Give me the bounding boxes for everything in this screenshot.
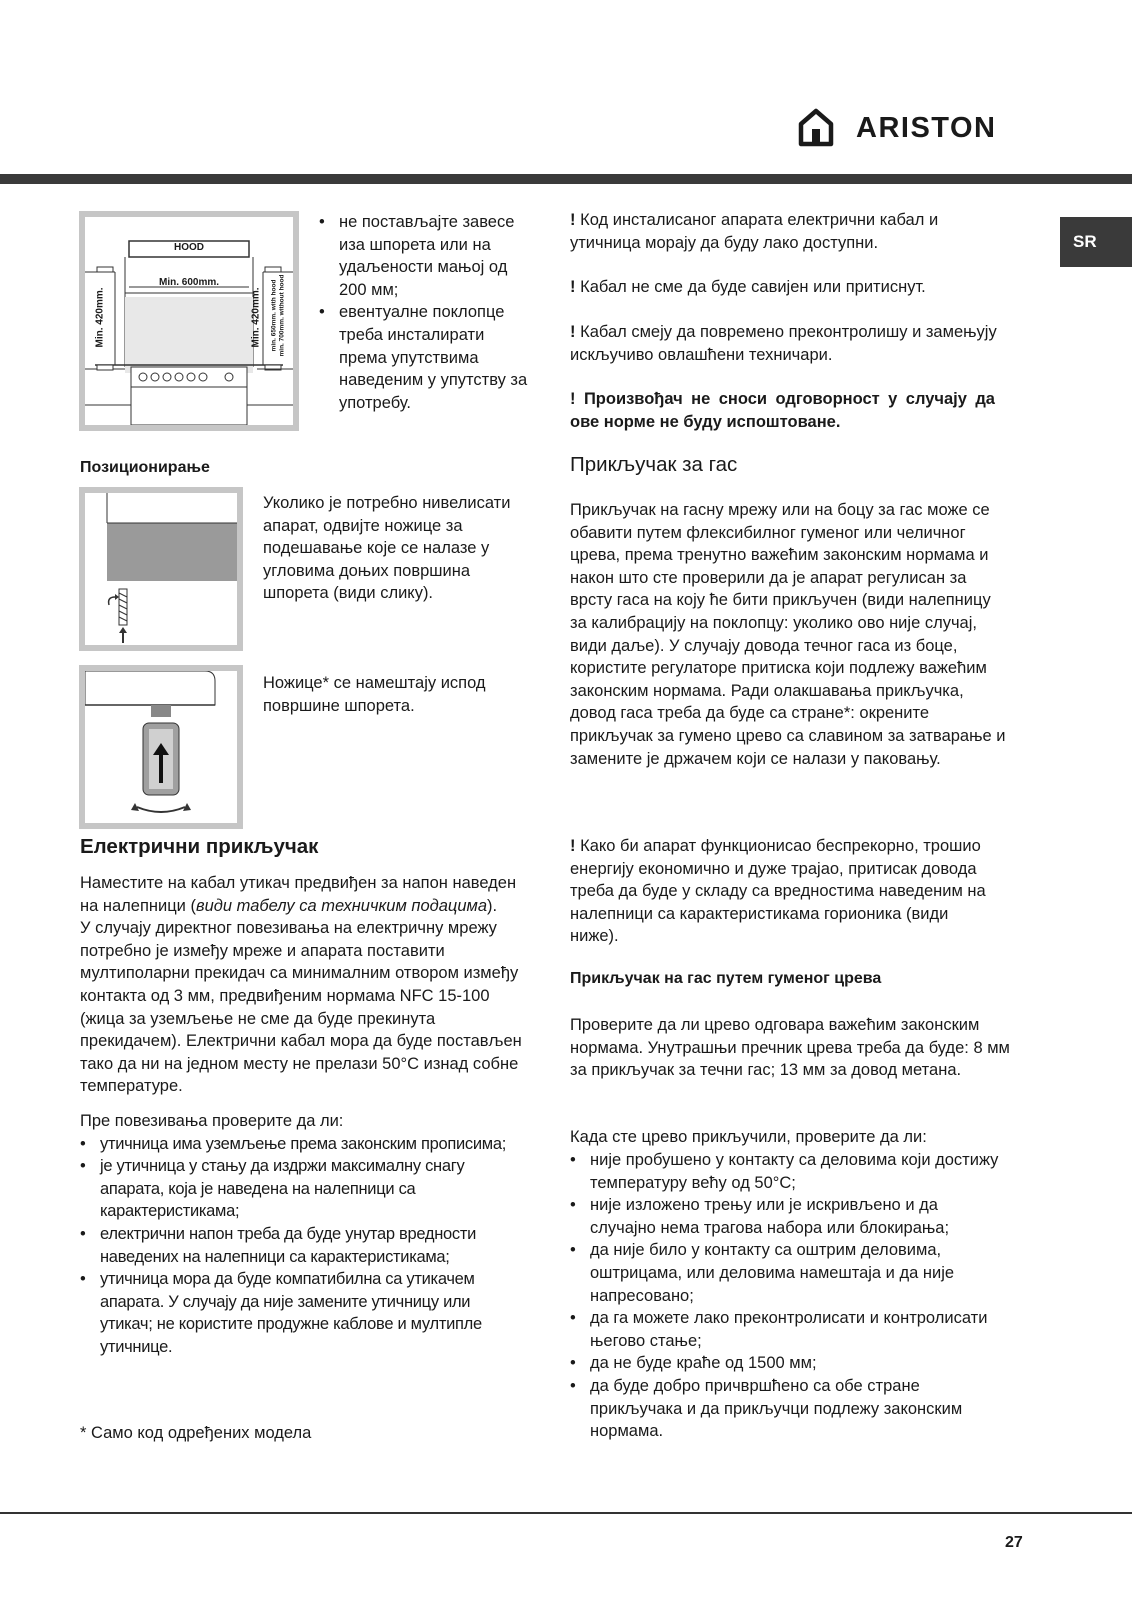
- gas-paragraph-1: Прикључак на гасну мрежу или на боцу за гас може се обавити путем флексибилног гуменог или челичног црева, према тренутно важећим законским нормама и након што сте проверили да је апарат регулисан за врсту гаса на коју ће бити прикључен (види налепницу за калибрацију на поклопцу: уколико ово није случај, види даље). У случају довода течног гаса из боце, користите регулаторе притиска који подлежу важећим законским нормама. Ради олакшавања прикључка, довод гаса треба да буде са стране*: окрените прикључак за гумено цревo са славином за затварање и замените је држачем који се налази у паковању.: [570, 501, 1006, 768]
- warning-text: Кабал не сме да буде савијен или притиснут.: [580, 278, 926, 296]
- leveling-diagram: [85, 493, 237, 645]
- gas-paragraph-2: [570, 835, 990, 948]
- placement-bullet: • не постављајте завесе иза шпорета или на удаљености мањој од 200 мм;: [319, 211, 529, 301]
- warning-icon: !: [570, 837, 576, 855]
- gas-sub-heading: Прикључак на гас путем гуменог црева: [570, 970, 882, 987]
- positioning-text-2: Ножице* се намештају испод површине шпорета.: [263, 674, 486, 715]
- positioning-text-1: Уколико је потребно нивелисати апарат, одвијте ножице за подешавање које се налазе у угловима доњих површина шпорета (види слику).: [263, 494, 511, 603]
- language-tab: SR: [1060, 217, 1132, 267]
- hood-label: HOOD: [174, 242, 204, 253]
- warning-icon: !: [570, 390, 576, 408]
- warning-text: Произвођач не сноси одговорност у случају да ове норме не буду испоштоване.: [570, 390, 995, 431]
- house-logo-icon: [798, 108, 834, 148]
- gas-paragraph-3: Проверите да ли цревo одговара важећим законским нормама. Унутрашњи пречник црева треба да буде: 8 мм за прикључак за течни гас; 13 мм за довод метана.: [570, 1016, 1010, 1080]
- electrical-heading: Електрични прикључак: [80, 835, 319, 858]
- list-item: • утичница мора да буде компатибилна са утикачем апарата. У случају да није замените утичницу или утикач; не користите продужне каблове и мултипле утичнице.: [80, 1268, 525, 1358]
- electrical-checklist: [80, 1133, 525, 1359]
- electrical-p1-text: Наместите на кабал утикач предвиђен за напон наведен на налепници (: [80, 874, 517, 915]
- placement-bullets: [319, 211, 529, 414]
- header-bar: [0, 174, 1132, 184]
- warning-text: Код инсталисаног апарата електрични кабал и утичница морају да буду лако доступни.: [570, 211, 939, 252]
- list-item: • да га можете лако преконтролисати и контролисати његово стање;: [570, 1307, 1000, 1352]
- warning-icon: !: [570, 323, 576, 341]
- gas-p2-text: Како би апарат функционисао беспрекорно, трошио енергију економично и дуже трајао, притисак довода треба да буде у складу са вредностима наведеним на налепници са карактеристикама горионика (види ниже).: [570, 837, 986, 946]
- electrical-p1-end: ).: [487, 896, 498, 915]
- warning-3: [570, 321, 1010, 366]
- warning-icon: !: [570, 278, 576, 296]
- leveling-figure: [79, 487, 243, 651]
- list-item: • да није било у контакту са оштрим деловима, оштрицама, или деловима намештаја и да није напресовано;: [570, 1239, 1000, 1307]
- electrical-check-intro: Пре повезивања проверите да ли:: [80, 1111, 344, 1130]
- foot-figure: [79, 665, 243, 829]
- foot-diagram: [85, 671, 237, 823]
- list-item: • није изложено трењу или је искривљено и да случајно нема трагова набора или блокирања;: [570, 1194, 1000, 1239]
- brand-name: ARISTON: [856, 112, 997, 144]
- width-dimension: Min. 600mm.: [158, 277, 220, 288]
- right-note-no-hood: min. 700mm. without hood: [278, 274, 286, 357]
- warning-icon: !: [570, 211, 576, 229]
- electrical-p1-italic: види табелу са техничким подацима: [195, 896, 488, 915]
- warning-4: [570, 388, 995, 433]
- page-number: 27: [1005, 1534, 1023, 1551]
- list-item: • није пробушено у контакту са деловима који достижу температуру већу од 50°C;: [570, 1149, 1000, 1194]
- electrical-paragraph-1: [80, 872, 525, 917]
- placement-bullet: • евентуалне поклопце треба инсталирати према упутствима наведеним у упутству за употребу.: [319, 301, 529, 414]
- gas-check-intro: Када сте цревo прикључили, проверите да ли:: [570, 1128, 927, 1146]
- list-item: • да не буде краће од 1500 мм;: [570, 1352, 1000, 1375]
- warning-text: Кабал смеју да повремено преконтролишу и замењују искључиво овлашћени техничари.: [570, 323, 997, 364]
- brand-logo: [812, 108, 1032, 148]
- left-height-dimension: Min. 420mm.: [94, 287, 106, 348]
- electrical-paragraph-2: У случају директног повезивања на електричну мрежу потребно је између мреже и апарата поставити мултиполарни прекидач са минималним отвором између контакта од 3 мм, предвиђеним нормама NFC 15-100 (жица за уземљење не сме да буде прекинута прекидачем). Електрични кабал мора да буде постављен тако да ни на једном месту не прелази 50°C изнад собне температуре.: [80, 919, 522, 1096]
- list-item: • електрични напон треба да буде унутар вредности наведених на налепници са карактеристикама;: [80, 1223, 525, 1268]
- right-height-dimension: Min. 420mm.: [250, 287, 262, 348]
- list-item: • утичница има уземљење према законским прописима;: [80, 1133, 525, 1156]
- warning-1: [570, 209, 1010, 254]
- right-note-hood: min. 650mm. with hood: [270, 279, 278, 352]
- footnote: * Само код одређених модела: [80, 1424, 312, 1442]
- electrical-body: [80, 872, 525, 1358]
- footer-rule: [0, 1512, 1132, 1514]
- list-item: • је утичница у стању да издржи максималну снагу апарата, која је наведена на налепници са карактеристикама;: [80, 1155, 525, 1223]
- warning-2: [570, 276, 1010, 299]
- gas-checklist: [570, 1149, 1000, 1443]
- gas-heading: Прикључак за гас: [570, 453, 738, 476]
- list-item: • да буде добро причвршћено са обе стране прикључака и да прикључци подлежу законским нормама.: [570, 1375, 1000, 1443]
- hood-clearance-figure: [79, 211, 299, 431]
- positioning-heading: Позиционирање: [80, 459, 210, 476]
